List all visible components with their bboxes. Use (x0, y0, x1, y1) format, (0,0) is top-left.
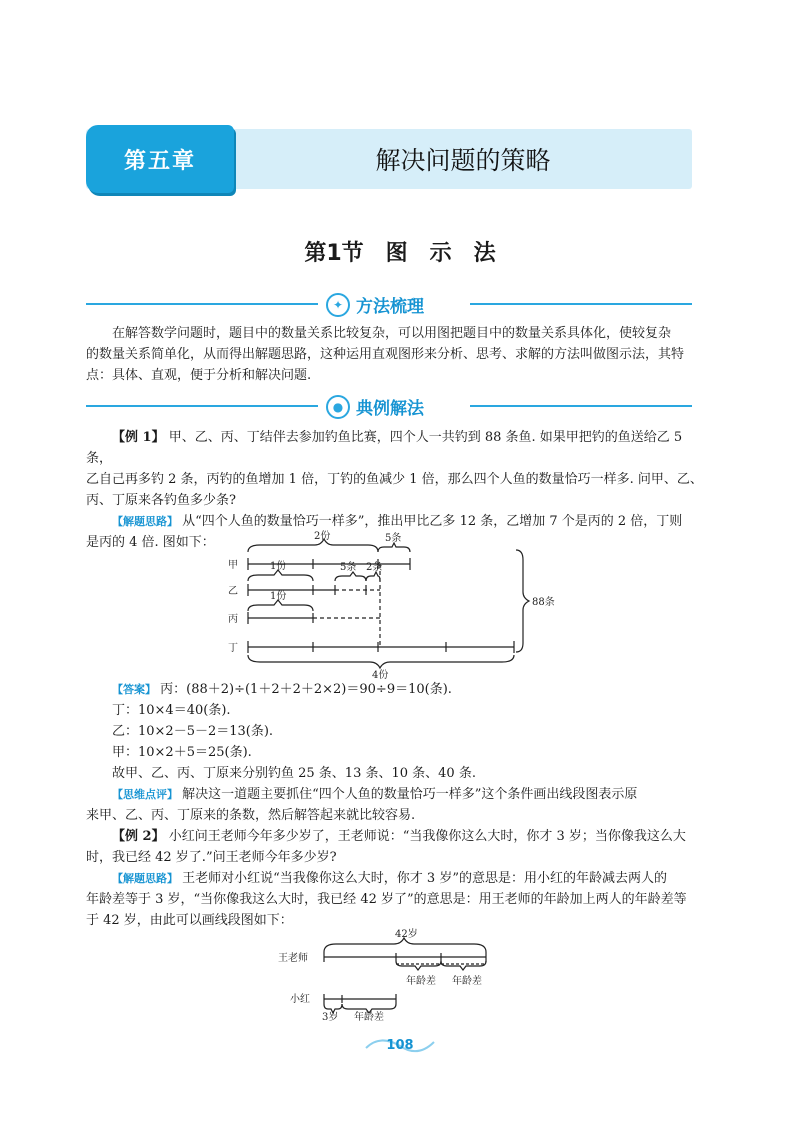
compass-icon: ✦ (326, 293, 350, 317)
section-title: 第1节 图 示 法 (304, 241, 496, 266)
idea-tag-1: 【解题思路】 (112, 515, 178, 528)
example-1-label: 【例 1】 (112, 430, 165, 445)
divider-left (86, 303, 318, 305)
label-total: 88条 (532, 597, 555, 608)
label-yi-part: 1份 (270, 561, 287, 572)
examples-banner (326, 394, 424, 419)
divider-left-2 (86, 405, 318, 407)
label-3: 3岁 (322, 1012, 339, 1022)
row-label-ding: 丁 (228, 643, 238, 654)
answer-tag: 【答案】 (112, 683, 156, 696)
method-banner (326, 292, 424, 317)
label-yi-5: 5条 (340, 562, 357, 573)
label-diff-1: 年龄差 (406, 976, 436, 987)
label-42: 42岁 (395, 929, 418, 940)
label-jia-parts: 2份 (314, 531, 331, 542)
divider-right (470, 303, 692, 305)
label-yi-2: 2条 (366, 562, 383, 573)
row-label-jia: 甲 (228, 560, 238, 571)
diagram-fish (220, 528, 580, 680)
fish-icon: ● (326, 395, 350, 419)
method-heading: 方法梳理 (356, 297, 424, 317)
examples-heading: 典例解法 (356, 399, 424, 419)
label-diff-2: 年龄差 (452, 976, 482, 987)
label-diff-3: 年龄差 (354, 1012, 384, 1022)
divider-right-2 (470, 405, 692, 407)
example-2-label: 【例 2】 (112, 829, 165, 844)
row-label-bing: 丙 (228, 614, 238, 625)
page-number: 108 (386, 1037, 414, 1053)
chapter-label: 第五章 (86, 125, 234, 193)
example-1-text: 【例 1】 甲、乙、丙、丁结伴去参加钓鱼比赛，四个人一共钓到 88 条鱼. 如果甲把钓的鱼送给乙 5 条， 乙自己再多钓 2 条，丙钓的鱼增加 1 倍，丁钓的鱼减少 1 倍，那么四个人鱼的数量恰巧一样多. 问甲、乙、 丙、丁原来各钓鱼多少条? 【解题思路】 从“四个人鱼的数量恰巧一样多”，推出甲比乙多 12 条，乙增加 7 个是丙的 2 倍，丁则 是丙的 4 倍. 图如下： (86, 430, 703, 550)
row-label-yi: 乙 (228, 586, 238, 597)
label-bing-part: 1份 (270, 591, 287, 602)
method-text: 在解答数学问题时，题目中的数量关系比较复杂，可以用图把题目中的数量关系具体化，使较复杂 的数量关系简单化，从而得出解题思路，这种运用直观图形来分析、思考、求解的方法叫做图示法，其特 点：具体、直观，便于分析和解决问题. (86, 326, 685, 383)
diagram-age (270, 926, 510, 1022)
review-tag: 【思维点评】 (112, 788, 178, 801)
label-jia-extra: 5条 (385, 533, 402, 544)
chapter-title: 解决问题的策略 (375, 146, 551, 175)
example-2-text: 【例 2】 小红问王老师今年多少岁了，王老师说：“当我像你这么大时，你才 3 岁；当你像我这么大 时，我已经 42 岁了.”问王老师今年多少岁? 【解题思路】 王老师对小红说“当我像你这么大时，你才 3 岁”的意思是：用小红的年龄减去两人的 年龄差等于 3 岁，“当你像我这么大时，我已经 42 岁了”的意思是：用王老师的年龄加上两人的年龄差等 于 42 岁，由此可以画线段图如下： (86, 829, 687, 928)
label-ding-parts: 4份 (372, 670, 389, 680)
example-1-answer: 【答案】 丙：(88＋2)÷(1＋2＋2＋2×2)＝90÷9＝10(条). 丁：10×4＝40(条). 乙：10×2－5－2＝13(条). 甲：10×2＋5＝25(条). 故甲、乙、丙、丁原来分别钓鱼 25 条、13 条、10 条、40 条. 【思维点评】 解决这一道题主要抓住“四个人鱼的数量恰巧一样多”这个条件画出线段图表示原 来甲、乙、丙、丁原来的条数，然后解答起来就比较容易. (86, 682, 638, 823)
label-xiaohong: 小红 (290, 994, 310, 1005)
idea-tag-2: 【解题思路】 (112, 872, 178, 885)
label-teacher: 王老师 (278, 953, 308, 964)
